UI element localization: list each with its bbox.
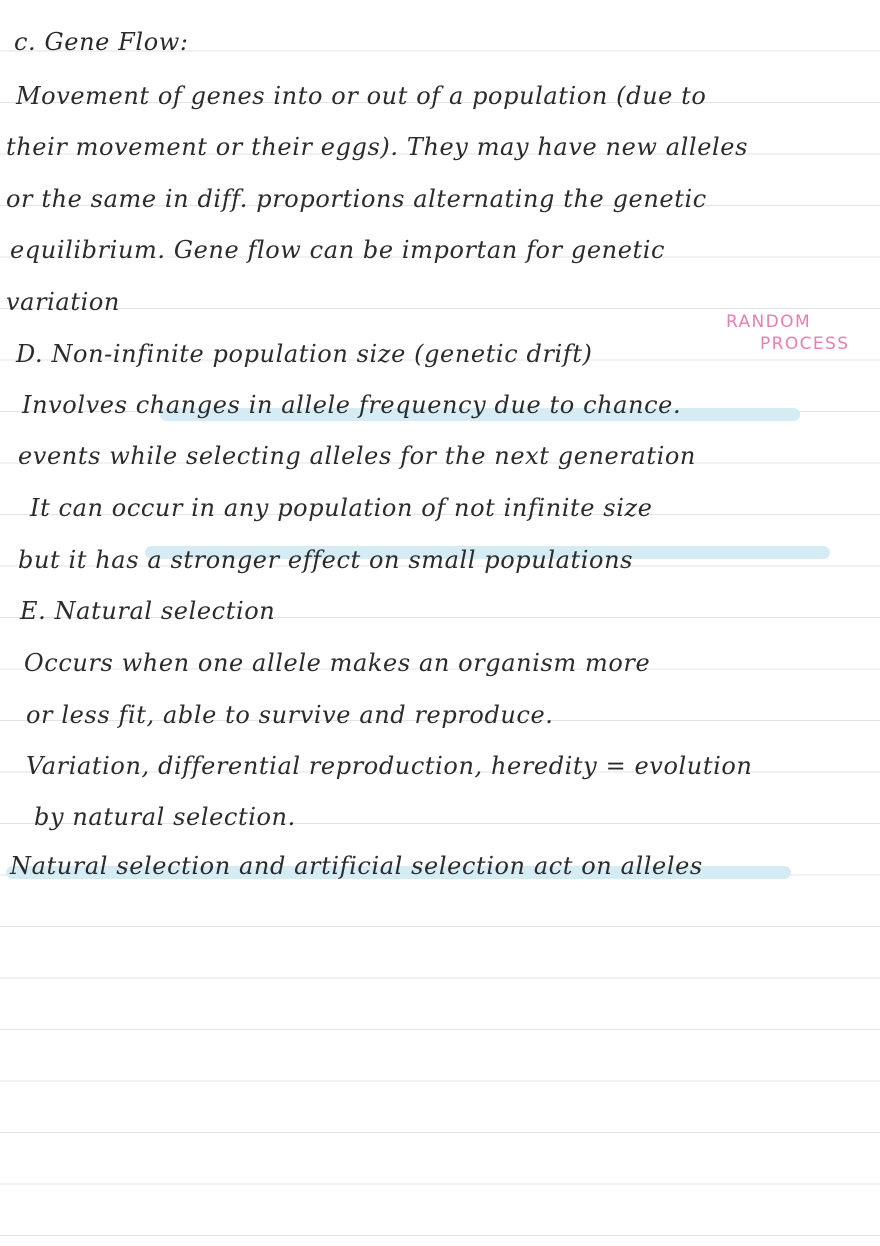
gene-flow-line-1: Movement of genes into or out of a population (due to (16, 82, 707, 110)
genetic-drift-line-1: Involves changes in allele frequency due to chance. (22, 391, 682, 419)
section-heading-natural-selection: E. Natural selection (20, 597, 276, 625)
gene-flow-line-4: equilibrium. Gene flow can be importan for genetic (10, 236, 666, 264)
genetic-drift-line-2: events while selecting alleles for the next generation (18, 442, 696, 470)
gene-flow-line-2: their movement or their eggs). They may have new alleles (6, 133, 748, 161)
natural-selection-line-1: Occurs when one allele makes an organism more (24, 649, 651, 677)
section-heading-genetic-drift: D. Non-infinite population size (genetic drift) (16, 340, 593, 368)
section-heading-gene-flow: c. Gene Flow: (14, 28, 189, 56)
natural-selection-line-3: Variation, differential reproduction, heredity = evolution (26, 752, 753, 780)
genetic-drift-line-3: It can occur in any population of not infinite size (30, 494, 653, 522)
natural-selection-line-2: or less fit, able to survive and reproduce. (26, 701, 554, 729)
natural-selection-line-4: by natural selection. (34, 803, 296, 831)
margin-note-random: RANDOM (726, 312, 812, 332)
genetic-drift-line-4: but it has a stronger effect on small populations (18, 546, 634, 574)
gene-flow-line-5: variation (6, 288, 120, 316)
gene-flow-line-3: or the same in diff. proportions alternating the genetic (6, 185, 707, 213)
closing-line: Natural selection and artificial selection act on alleles (10, 852, 703, 880)
margin-note-process: PROCESS (760, 334, 850, 354)
